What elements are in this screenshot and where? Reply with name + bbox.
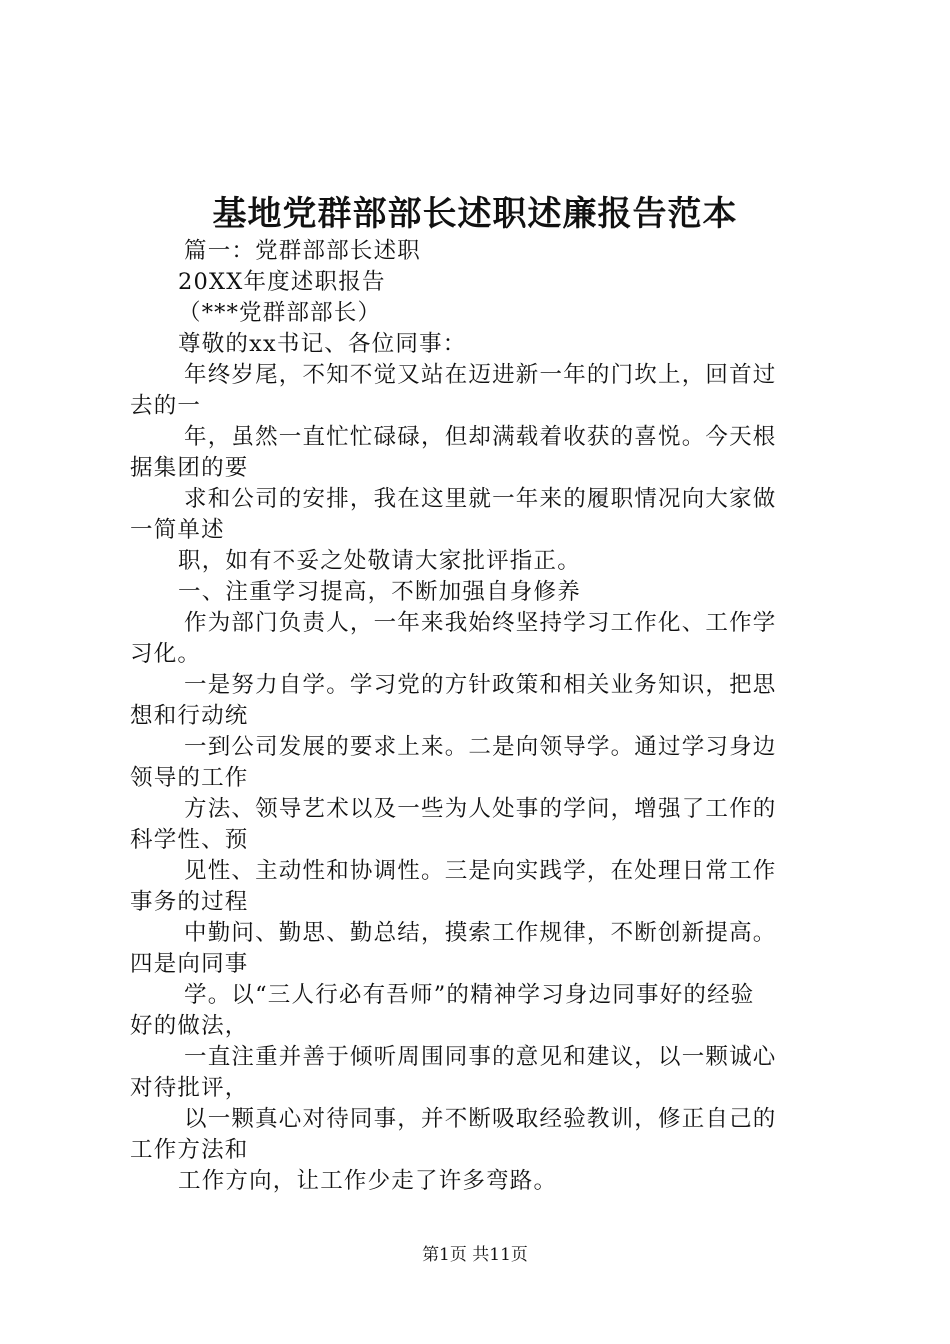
body-line: 作为部门负责人，一年来我始终坚持学习工作化、工作学 — [184, 610, 777, 636]
body-line: 据集团的要 — [130, 455, 249, 481]
body-line: 一、注重学习提高，不断加强自身修养 — [178, 579, 581, 605]
body-line: 去的一 — [130, 393, 202, 419]
page-footer: 第1页 共11页 — [422, 1245, 528, 1265]
body-line: 20XX年度述职报告 — [178, 269, 386, 295]
body-line: 一到公司发展的要求上来。二是向领导学。通过学习身边 — [184, 734, 777, 760]
body-line: 事务的过程 — [130, 889, 249, 915]
body-line: 习化。 — [130, 641, 202, 667]
body-line: 一直注重并善于倾听周围同事的意见和建议，以一颗诚心 — [184, 1044, 777, 1070]
body-line: 想和行动统 — [130, 703, 249, 729]
body-line: 一是努力自学。学习党的方针政策和相关业务知识，把思 — [184, 672, 777, 698]
body-line: 方法、领导艺术以及一些为人处事的学问，增强了工作的 — [184, 796, 777, 822]
body-line: 对待批评， — [130, 1075, 249, 1101]
body-line: 求和公司的安排，我在这里就一年来的履职情况向大家做 — [184, 486, 777, 512]
body-line: 以一颗真心对待同事，并不断吸取经验教训，修正自己的 — [184, 1106, 777, 1132]
body-line: 四是向同事 — [130, 951, 249, 977]
body-line: 篇一：党群部部长述职 — [184, 238, 422, 264]
body-line: 领导的工作 — [130, 765, 249, 791]
body-line: 好的做法， — [130, 1013, 249, 1039]
body-line: （***党群部部长） — [178, 300, 382, 326]
body-line: 职，如有不妥之处敬请大家批评指正。 — [178, 548, 581, 574]
body-line: 尊敬的xx书记、各位同事： — [178, 331, 467, 357]
document-body — [130, 236, 832, 1197]
document-title: 基地党群部部长述职述廉报告范本 — [212, 194, 738, 234]
body-line: 见性、主动性和协调性。三是向实践学，在处理日常工作 — [184, 858, 777, 884]
body-line: 中勤问、勤思、勤总结，摸索工作规律，不断创新提高。 — [184, 920, 777, 946]
body-line: 一简单述 — [130, 517, 225, 543]
body-line: 学。以“三人行必有吾师”的精神学习身边同事好的经验 — [184, 982, 755, 1008]
body-line: 年终岁尾，不知不觉又站在迈进新一年的门坎上，回首过 — [184, 362, 777, 388]
body-line: 科学性、预 — [130, 827, 249, 853]
body-line: 工作方法和 — [130, 1137, 249, 1163]
body-line: 年，虽然一直忙忙碌碌，但却满载着收获的喜悦。今天根 — [184, 424, 777, 450]
body-line: 工作方向，让工作少走了许多弯路。 — [178, 1168, 558, 1194]
